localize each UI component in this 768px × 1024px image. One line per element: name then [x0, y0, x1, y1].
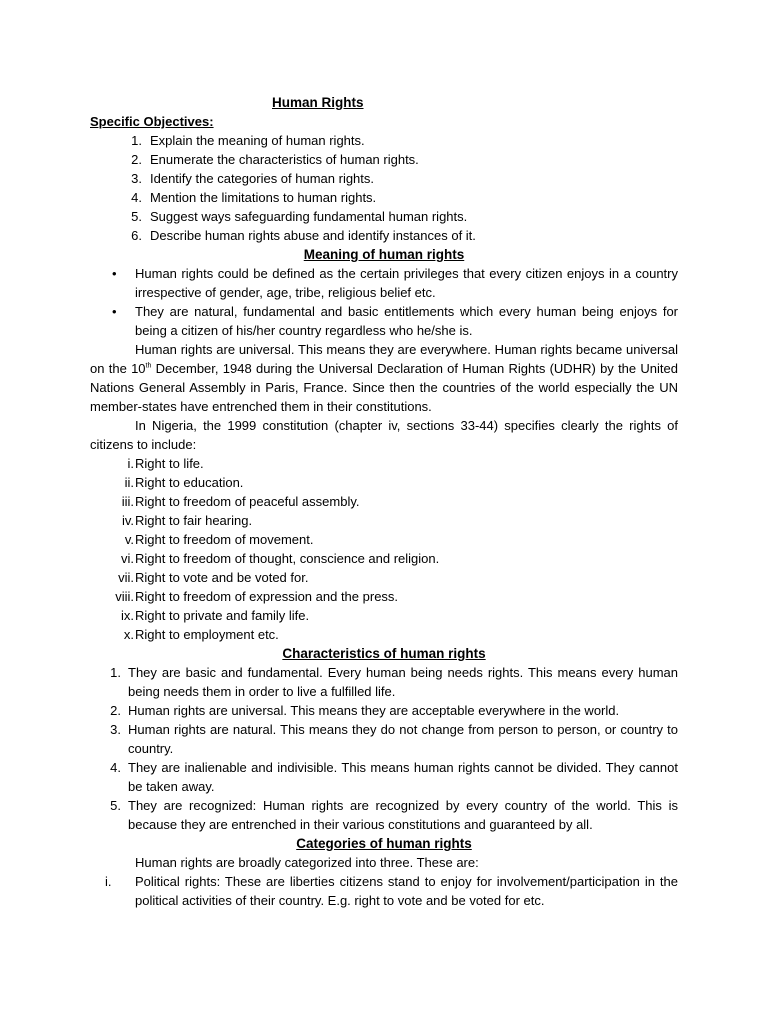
item-number: 2. [131, 152, 142, 167]
paragraph-text: Human rights are universal. This means they are everywhere. Human rights became universal on the 10 [90, 342, 678, 376]
item-number: x. [123, 627, 134, 642]
document-body [90, 93, 678, 910]
item-number: 4. [131, 190, 142, 205]
item-text: Right to education. [135, 475, 244, 490]
bullet-icon: • [112, 266, 117, 281]
characteristics-heading: Characteristics of human rights [282, 646, 486, 661]
item-text: Right to fair hearing. [135, 513, 253, 528]
item-text: Explain the meaning of human rights. [150, 133, 365, 148]
item-text: They are basic and fundamental. Every human being needs rights. This means every human being needs them in order to live a fulfilled life. [128, 665, 678, 699]
item-text: Right to private and family life. [135, 608, 310, 623]
item-number: 1. [110, 665, 121, 680]
list-item [90, 549, 678, 568]
item-number: ii. [124, 475, 134, 490]
list-item [90, 473, 678, 492]
item-text: Right to employment etc. [135, 627, 279, 642]
item-text: They are inalienable and indivisible. This means human rights cannot be divided. They cannot be taken away. [128, 760, 678, 794]
characteristics-list [90, 663, 678, 834]
item-number: viii. [115, 589, 134, 604]
item-number: 3. [131, 171, 142, 186]
list-item [90, 796, 678, 834]
list-item [90, 302, 678, 340]
item-text: Describe human rights abuse and identify instances of it. [150, 228, 476, 243]
objectives-list [90, 131, 678, 245]
categories-intro: Human rights are broadly categorized into three. These are: [135, 855, 479, 870]
list-item [90, 188, 678, 207]
item-text: Right to freedom of thought, conscience and religion. [135, 551, 440, 566]
superscript: th [145, 362, 152, 370]
item-text: Human rights are natural. This means they do not change from person to person, or country to country. [128, 722, 678, 756]
list-item [90, 492, 678, 511]
item-text: Suggest ways safeguarding fundamental human rights. [150, 209, 468, 224]
item-number: 6. [131, 228, 142, 243]
item-text: Right to freedom of peaceful assembly. [135, 494, 360, 509]
item-text: Human rights are universal. This means they are acceptable everywhere in the world. [128, 703, 620, 718]
objectives-heading: Specific Objectives: [90, 114, 214, 129]
item-text: They are natural, fundamental and basic entitlements which every human being enjoys for being a citizen of his/her country regardless who he/she is. [135, 304, 678, 338]
item-text: They are recognized: Human rights are recognized by every country of the world. This is because they are entrenched in their various constitutions and guaranteed by all. [128, 798, 678, 832]
list-item [90, 131, 678, 150]
item-number: ix. [121, 608, 134, 623]
item-number: v. [124, 532, 134, 547]
list-item [90, 568, 678, 587]
item-number: iv. [121, 513, 134, 528]
item-text: Right to life. [135, 456, 204, 471]
item-number: 5. [110, 798, 121, 813]
item-number: 2. [110, 703, 121, 718]
item-number: 3. [110, 722, 121, 737]
list-item [90, 226, 678, 245]
paragraph-text: December, 1948 during the Universal Declaration of Human Rights (UDHR) by the United Nations General Assembly in Paris, France. Since then the countries of the world especially the UN member-states have entrenched them in their constitutions. [90, 361, 678, 414]
item-text: Mention the limitations to human rights. [150, 190, 377, 205]
item-text: Identify the categories of human rights. [150, 171, 375, 186]
bullet-icon: • [112, 304, 117, 319]
item-number: iii. [121, 494, 134, 509]
list-item [90, 207, 678, 226]
document-title: Human Rights [272, 95, 364, 110]
list-item [90, 530, 678, 549]
rights-list [90, 454, 678, 644]
list-item [90, 663, 678, 701]
item-text: Right to freedom of expression and the press. [135, 589, 399, 604]
item-number: i. [105, 874, 112, 889]
item-text: Political rights: These are liberties citizens stand to enjoy for involvement/participation in the political activities of their country. E.g. right to vote and be voted for etc. [135, 874, 678, 908]
item-number: 5. [131, 209, 142, 224]
list-item [90, 625, 678, 644]
item-number: 4. [110, 760, 121, 775]
list-item [90, 701, 678, 720]
list-item [90, 169, 678, 188]
categories-list [90, 872, 678, 910]
list-item [90, 511, 678, 530]
item-text: Enumerate the characteristics of human rights. [150, 152, 419, 167]
item-text: Human rights could be defined as the certain privileges that every citizen enjoys in a country irrespective of gender, age, tribe, religious belief etc. [135, 266, 678, 300]
item-number: i. [127, 456, 134, 471]
item-number: vii. [118, 570, 134, 585]
list-item [90, 720, 678, 758]
list-item [90, 606, 678, 625]
universal-paragraph [90, 340, 678, 416]
meaning-heading: Meaning of human rights [303, 247, 465, 262]
list-item [90, 872, 678, 910]
categories-heading: Categories of human rights [296, 836, 472, 851]
item-text: Right to freedom of movement. [135, 532, 314, 547]
item-text: Right to vote and be voted for. [135, 570, 309, 585]
item-number: vi. [121, 551, 134, 566]
list-item [90, 587, 678, 606]
item-number: 1. [131, 133, 142, 148]
nigeria-paragraph: In Nigeria, the 1999 constitution (chapter iv, sections 33-44) specifies clearly the rights of citizens to include: [90, 418, 678, 452]
list-item [90, 150, 678, 169]
list-item [90, 758, 678, 796]
list-item [90, 454, 678, 473]
list-item [90, 264, 678, 302]
